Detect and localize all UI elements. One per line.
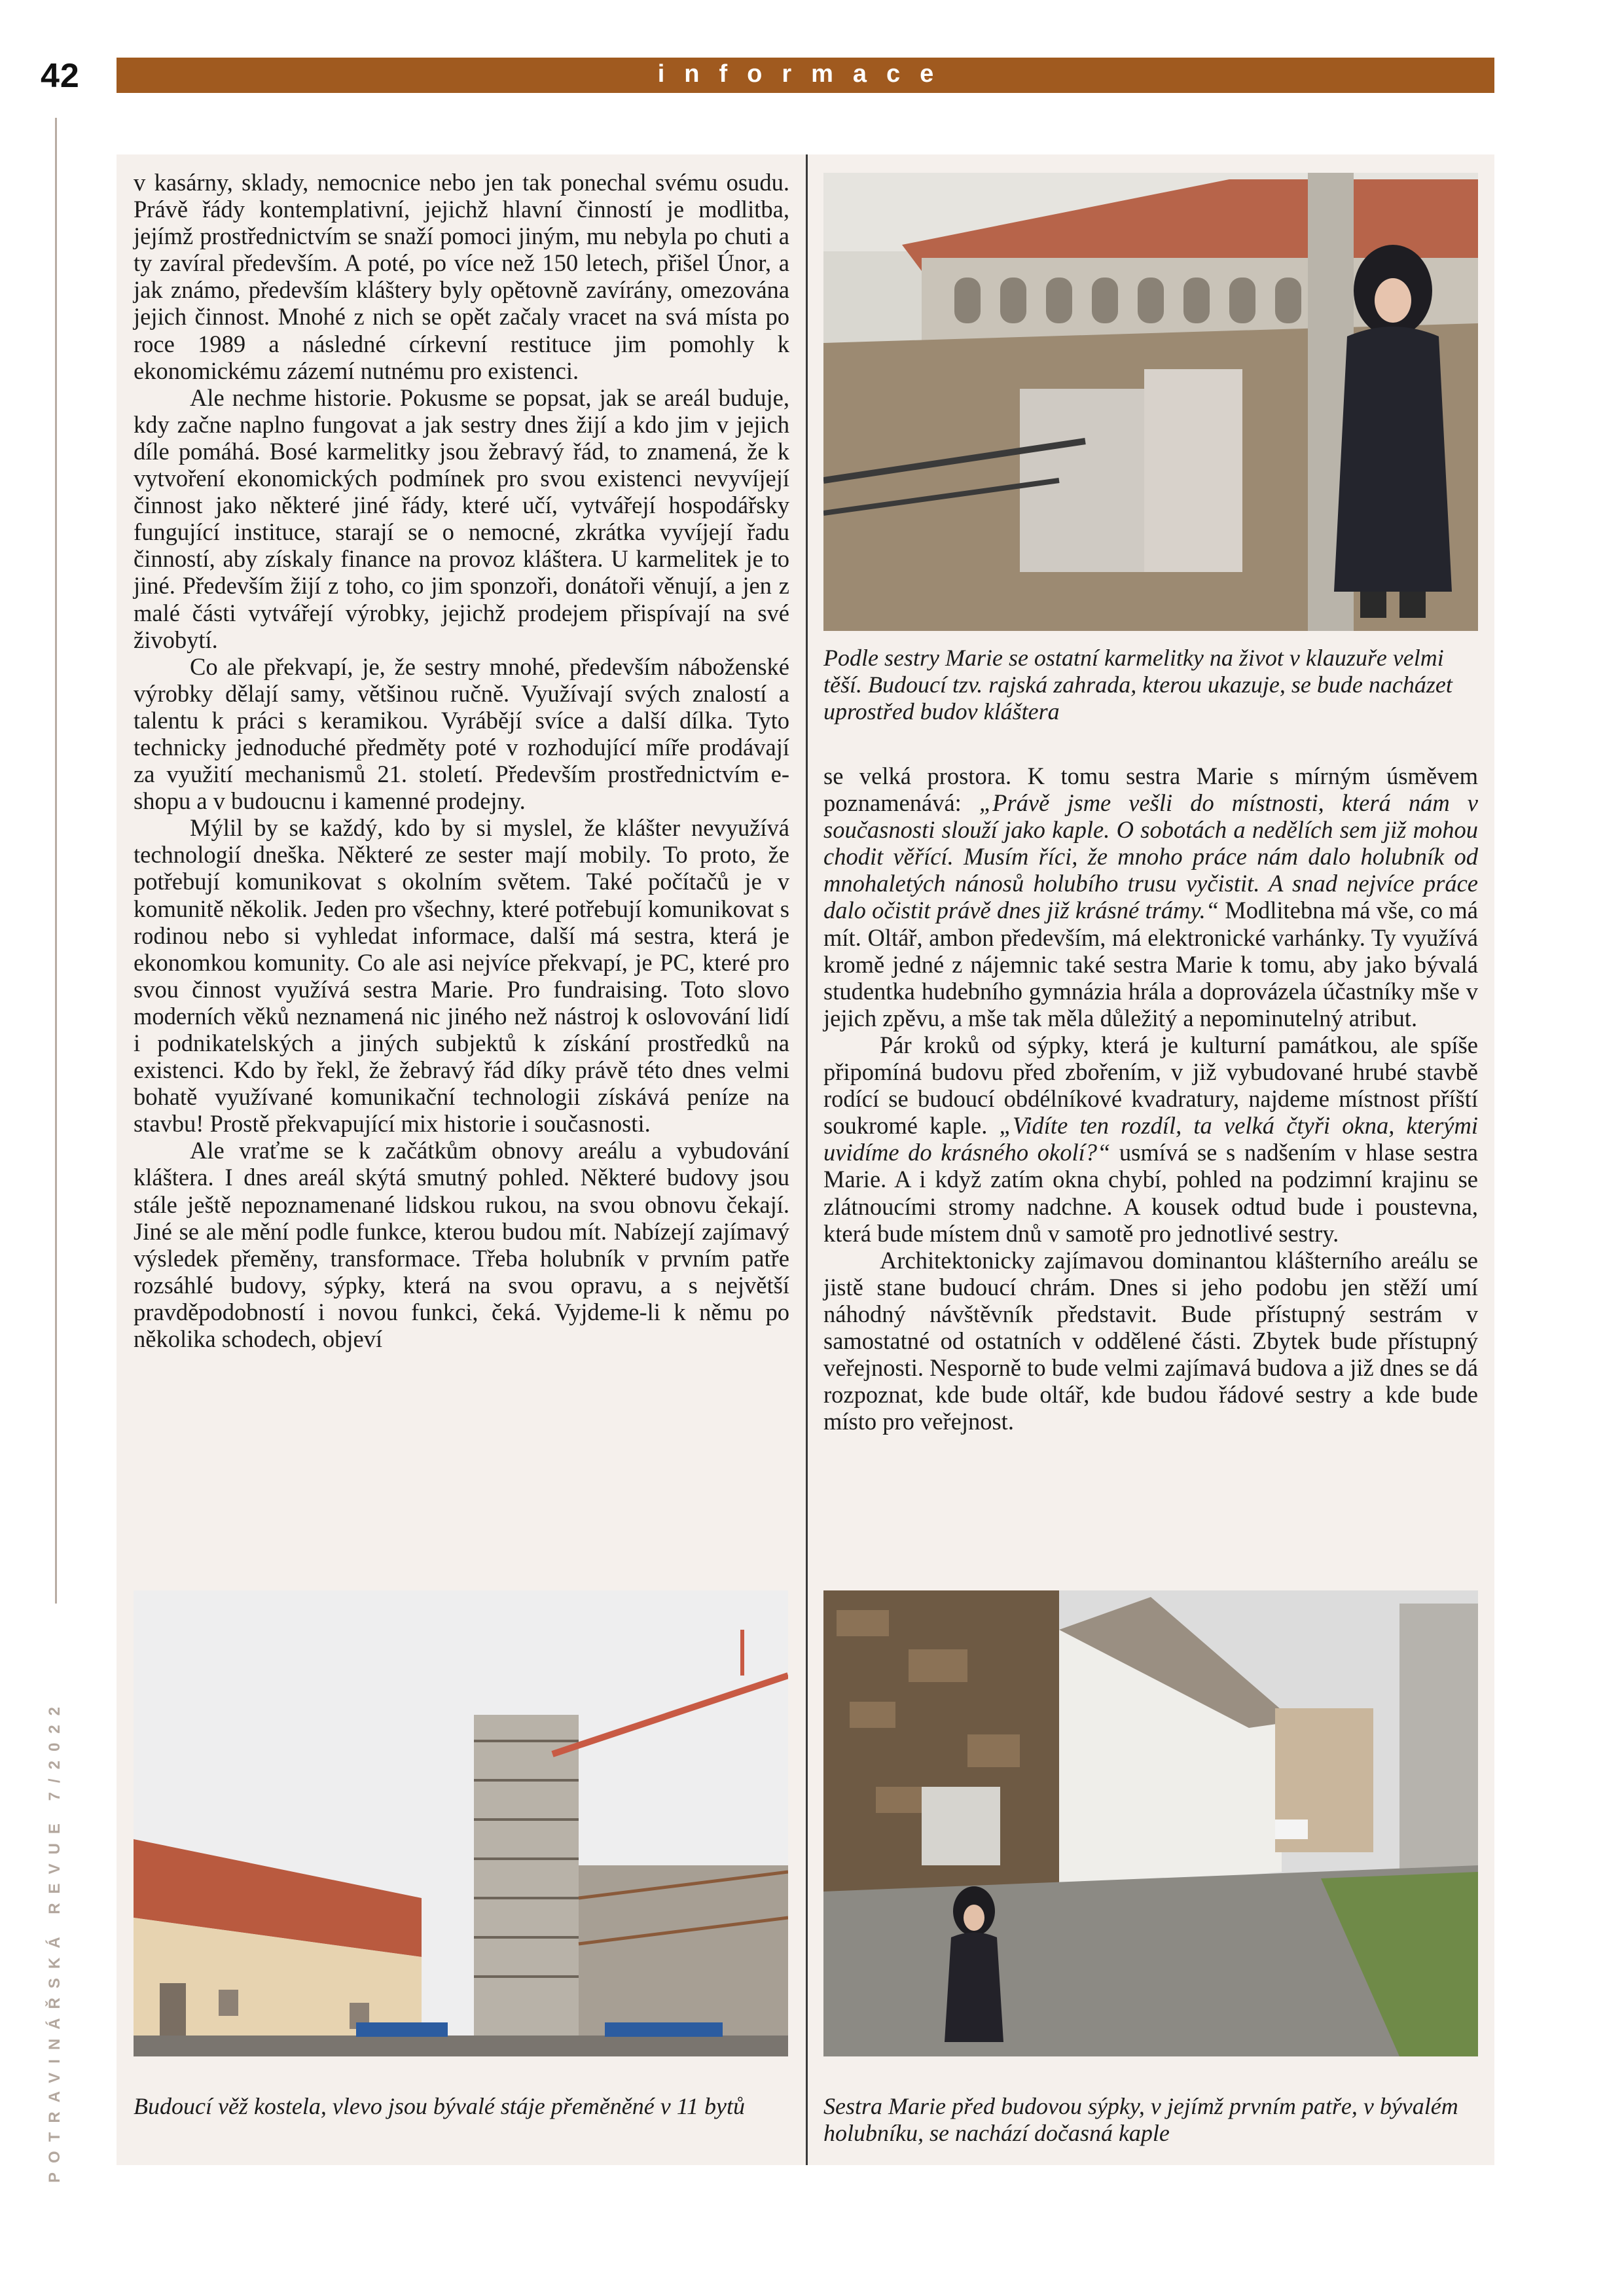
section-label: informace bbox=[657, 60, 954, 88]
section-header-bar bbox=[117, 58, 1494, 93]
right-text-column bbox=[823, 762, 1478, 1435]
paragraph: v kasárny, sklady, nemocnice nebo jen tak ponechal svému osudu. Právě řády kontemplativní, jejichž hlavní činností je modlitba, jejímž prostřednictvím se snaží pomoci jiným, mu nebyla po chuti a ty zavíral především. A poté, po více než 150 letech, přišel Únor, a jak známo, především kláštery byly opětovně zavírány, omezována jejich činnost. Mnohé z nich se opět začaly vracet na svá místa po roce 1989 a následné církevní restituce jim pomohly k ekonomickému zázemí nutnému pro existenci. bbox=[134, 169, 789, 384]
paragraph-text: se velká prostora. K tomu sestra Marie s mírným úsměvem poznamenává: bbox=[823, 762, 1478, 817]
page-number: 42 bbox=[41, 57, 80, 95]
paragraph: Architektonicky zajímavou dominantou klášterního areálu se jistě stane budoucí chrám. Dnes si jeho podobu jen stěží umí náhodný návštěvník představit. Bude přístupný sestrám v samostatné od ostatních v oddělené části. Zbytek bude přístupný veřejnosti. Nesporně to bude velmi zajímavá budova a již dnes se dá rozpoznat, kde bude oltář, kde budou řádové sestry a kde bude místo pro veřejnost. bbox=[823, 1246, 1478, 1435]
caption-top-right: Podle sestry Marie se ostatní karmelitky na život v klauzuře velmi těší. Budoucí tzv. rajská zahrada, kterou ukazuje, se bude nacházet uprostřed budov kláštera bbox=[823, 645, 1453, 725]
quote-text: „Právě jsme vešli do místnosti, která nám v současnosti slouží jako kaple. O sobotách a nedělích sem již mohou chodit věřící. Musím říci, že mnoho práce nám dalo holubník od mnohaletých nánosů holubího trusu vyčistit. A snad nejvíce práce dalo očistit právě dnes již krásné trámy.“ bbox=[823, 789, 1478, 924]
column-divider bbox=[806, 154, 808, 2165]
caption-bottom-left: Budoucí věž kostela, vlevo jsou bývalé stáje přeměněné v 11 bytů bbox=[134, 2093, 745, 2119]
quote-text: „Vidíte ten rozdíl, ta velká čtyři okna, kterými uvidíme do krásného okolí?“ bbox=[823, 1112, 1478, 1166]
paragraph-text: Modlitebna má vše, co má mít. Oltář, ambon především, má elektronické varhánky. Ty využívá kromě jedné z nájemnic také sestra Marie k tomu, aby jako bývalá studentka hudebního gymnázia hrála a doprovázela účastníky mše v jejich zpěvu, a mše tak měla důležitý a nepominutelný atribut. bbox=[823, 897, 1478, 1031]
paragraph: Co ale překvapí, je, že sestry mnohé, především náboženské výrobky dělají samy, většinou ručně. Využívají svých znalostí a talentu k práci s keramikou. Vyrábějí svíce a další dílka. Tyto technicky jednoduché předměty poté v rozhodující míře prodávají za využití mechanismů 21. století. Především prostřednictvím e-shopu a v budoucnu i kamenné prodejny. bbox=[134, 653, 789, 815]
paragraph-text: usmívá se s nadšením v hlase sestra Marie. A i když zatím okna chybí, pohled na podzimní krajinu se zlátnoucími stromy nadchne. A kousek odtud bude i poustevna, která bude místem dnů v samotě pro jednotlivé sestry. bbox=[823, 1139, 1478, 1247]
paragraph-text: Pár kroků od sýpky, která je kulturní památkou, ale spíše připomíná budovu před zbořením, v již vybudované hrubé stavbě rodící se budoucí obdélníkové kvadratury, najdeme místnost příští soukromé kaple. bbox=[823, 1031, 1478, 1139]
photo-nun-at-granary bbox=[823, 1590, 1478, 2056]
paragraph: Mýlil by se každý, kdo by si myslel, že klášter nevyužívá technologií dneška. Některé ze sester mají mobily. To proto, že potřebují komunikovat s okolním světem. Také počítačů je v komunitě několik. Jeden pro všechny, které potřebují komunikovat s rodinou nebo si vyhledat informace, další má sestra, která je ekonomkou komunity. Co ale asi nejvíce překvapí, je PC, které pro svou činnost využívá sestra Marie. Pro fundraising. Toto slovo moderních věků neznamená nic jiného než nástroj k oslovování lidí i podnikatelských a jiných subjektů k získání prostředků na existenci. Kdo by řekl, že žebravý řád díky právě této dnes velmi bohatě využívané komunikační technologii získává peníze na stavbu! Prostě překvapující mix historie i současnosti. bbox=[134, 814, 789, 1138]
left-text-column bbox=[134, 169, 789, 1352]
photo-church-tower bbox=[134, 1590, 788, 2056]
side-divider-line bbox=[55, 118, 57, 1604]
caption-bottom-right: Sestra Marie před budovou sýpky, v jejímž prvním patře, v bývalém holubníku, se nachází dočasná kaple bbox=[823, 2093, 1458, 2146]
paragraph: Ale nechme historie. Pokusme se popsat, jak se areál buduje, kdy začne naplno fungovat a jak sestry dnes žijí a kdo jim v jejich díle pomáhá. Bosé karmelitky jsou žebravý řád, to znamená, že k vytvoření ekonomických podmínek pro svou existenci nevyvíjejí činnost jako některé jiné řády, které učí, vytvářejí hospodářsky fungující instituce, starají se o nemocné, zkrátka vyvíjejí řadu činností, aby získaly finance na provoz kláštera. U karmelitek je to jiné. Především žijí z toho, co jim sponzoři, donátoři věnují, a jen z malé části vytvářejí výrobky, jejichž prodejem přispívají na své živobytí. bbox=[134, 384, 789, 653]
paragraph bbox=[823, 1031, 1478, 1247]
side-publication-label: POTRAVINÁŘSKÁ REVUE 7/2022 bbox=[46, 1698, 63, 2183]
paragraph: Ale vraťme se k začátkům obnovy areálu a vybudování kláštera. I dnes areál skýtá smutný pohled. Některé budovy jsou stále ještě nepoznamenané lidskou rukou, na svou obnovu čekají. Jiné se ale mění podle funkce, kterou budou mít. Nabízejí zajímavý výsledek přeměny, transformace. Třeba holubník v prvním patře rozsáhlé budovy, sýpky, která na svou opravu, a s největší pravděpodobností i novou funkci, čeká. Vyjdeme-li k němu po několika schodech, objeví bbox=[134, 1137, 789, 1353]
photo-nun-at-construction bbox=[823, 173, 1478, 631]
paragraph bbox=[823, 762, 1478, 1031]
